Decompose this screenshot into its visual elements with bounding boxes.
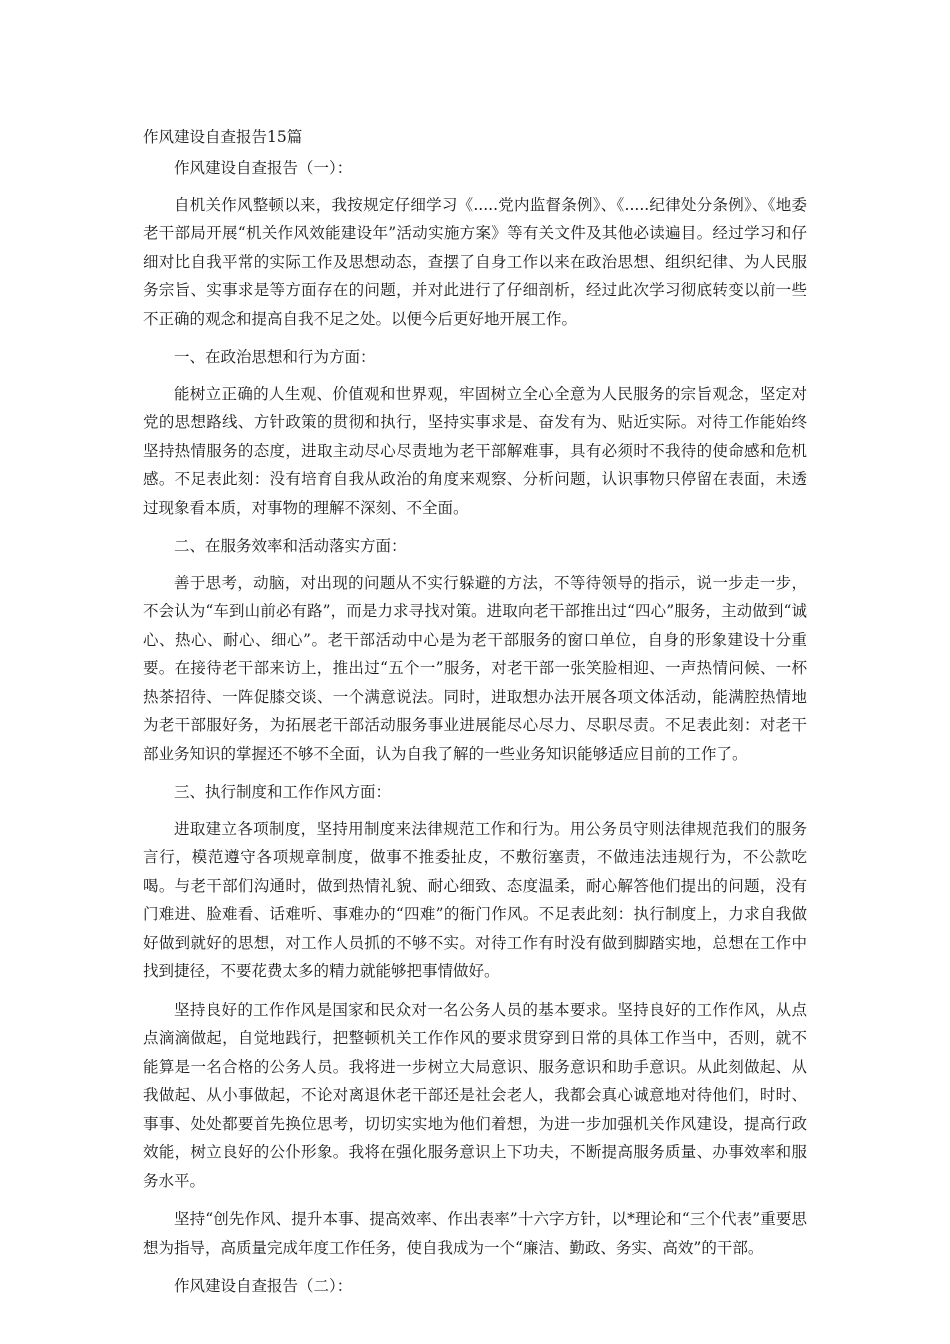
body-paragraph: 自机关作风整顿以来，我按规定仔细学习《.....党内监督条例》、《.....纪律处分条例》、《地委老干部局开展“机关作风效能建设年”活动实施方案》等有关文件及其他必读遍目。经过学习和仔细对比自我平常的实际工作及思想动态，查摆了自身工作以来在政治思想、组织纪律、为人民服务宗旨、实事求是等方面存在的问题，并对此进行了仔细剖析，经过此次学习彻底转变以前一些不正确的观念和提高自我不足之处。以便今后更好地开展工作。 <box>143 195 807 328</box>
body-paragraph: 坚持“创先作风、提升本事、提高效率、作出表率”十六字方针，以*理论和“三个代表”重要思想为指导，高质量完成年度工作任务，使自我成为一个“廉洁、勤政、务实、高效”的干部。 <box>143 1210 807 1257</box>
section-heading-politics: 一、在政治思想和行为方面： <box>174 348 376 366</box>
section-heading-report-1: 作风建设自查报告（一）： <box>174 159 353 177</box>
body-paragraph: 能树立正确的人生观、价值观和世界观，牢固树立全心全意为人民服务的宗旨观念，坚定对党的思想路线、方针政策的贯彻和执行，坚持实事求是、奋发有为、贴近实际。对待工作能始终坚持热情服务的态度，进取主动尽心尽责地为老干部解难事，具有必须时不我待的使命感和危机感。不足表此刻：没有培育自我从政治的角度来观察、分析问题，认识事物只停留在表面，未透过现象看本质，对事物的理解不深刻、不全面。 <box>143 384 807 517</box>
body-paragraph: 坚持良好的工作作风是国家和民众对一名公务人员的基本要求。坚持良好的工作作风，从点点滴滴做起，自觉地践行，把整顿机关工作作风的要求贯穿到日常的具体工作当中，否则，就不能算是一名合格的公务人员。我将进一步树立大局意识、服务意识和助手意识。从此刻做起、从我做起、从小事做起，不论对离退休老干部还是社会老人，我都会真心诚意地对待他们，时时、事事、处处都要首先换位思考，切切实实地为他们着想，为进一步加强机关作风建设，提高行政效能，树立良好的公仆形象。我将在强化服务意识上下功夫，不断提高服务质量、办事效率和服务水平。 <box>143 1000 807 1190</box>
section-heading-rules: 三、执行制度和工作作风方面： <box>174 783 392 801</box>
document-title: 作风建设自查报告15篇 <box>143 128 303 146</box>
body-paragraph: 善于思考，动脑，对出现的问题从不实行躲避的方法，不等待领导的指示，说一步走一步，不会认为“车到山前必有路”，而是力求寻找对策。进取向老干部推出过“四心”服务，主动做到“诚心、热心、耐心、细心”。老干部活动中心是为老干部服务的窗口单位，自身的形象建设十分重要。在接待老干部来访上，推出过“五个一”服务，对老干部一张笑脸相迎、一声热情问候、一杯热茶招待、一阵促膝交谈、一个满意说法。同时，进取想办法开展各项文体活动，能满腔热情地为老干部服好务，为拓展老干部活动服务事业进展能尽心尽力、尽职尽责。不足表此刻：对老干部业务知识的掌握还不够不全面，认为自我了解的一些业务知识能够适应目前的工作了。 <box>143 573 807 763</box>
section-heading-service: 二、在服务效率和活动落实方面： <box>174 537 407 555</box>
document-page <box>143 122 807 1309</box>
body-paragraph: 进取建立各项制度，坚持用制度来法律规范工作和行为。用公务员守则法律规范我们的服务言行，模范遵守各项规章制度，做事不推委扯皮，不敷衍塞责，不做违法违规行为，不公款吃喝。与老干部们沟通时，做到热情礼貌、耐心细致、态度温柔，耐心解答他们提出的问题，没有门难进、脸难看、话难听、事难办的“四难”的衙门作风。不足表此刻：执行制度上，力求自我做好做到就好的思想，对工作人员抓的不够不实。对待工作有时没有做到脚踏实地，总想在工作中找到捷径，不要花费太多的精力就能够把事情做好。 <box>143 819 807 980</box>
section-heading-report-2: 作风建设自查报告（二）： <box>174 1277 353 1295</box>
